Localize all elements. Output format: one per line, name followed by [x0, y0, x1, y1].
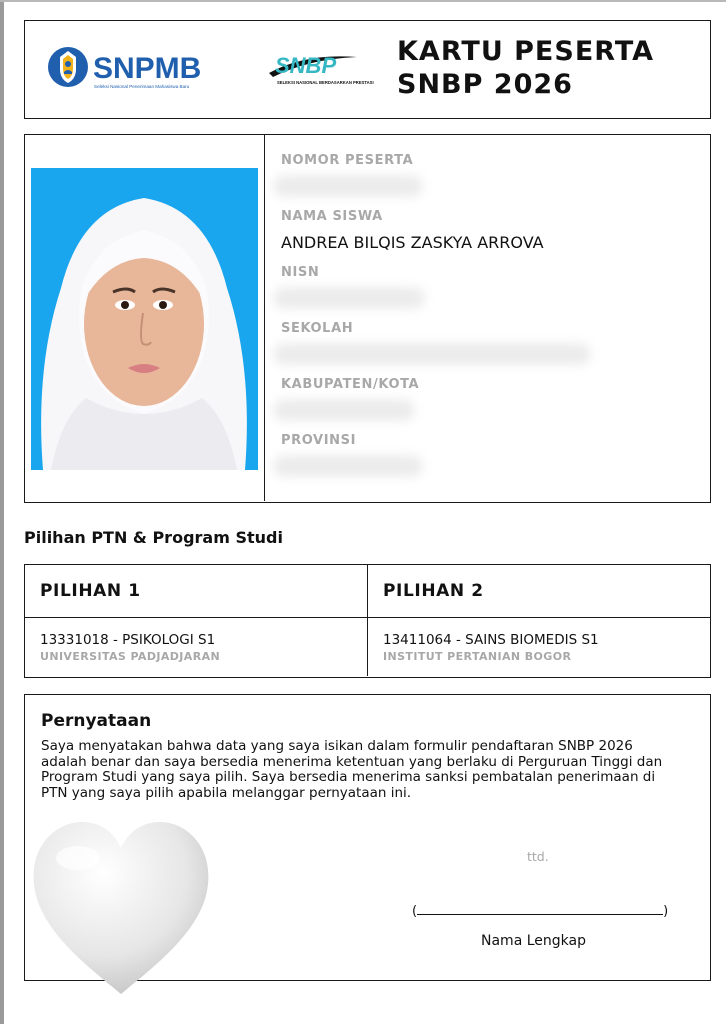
signature-name-label: Nama Lengkap [481, 933, 586, 949]
redacted-nisn [273, 287, 425, 309]
snbp-logo-text: SNBP [275, 53, 337, 78]
redacted-provinsi [273, 455, 423, 477]
signature-ttd-label: ttd. [527, 849, 549, 864]
snpmb-logo-text: SNPMB [93, 52, 202, 85]
choice-column-1 [25, 565, 368, 676]
choice-university-1: UNIVERSITAS PADJADJARAN [40, 650, 221, 663]
page-top-edge [0, 0, 726, 2]
page-edge-rail [0, 0, 4, 1024]
field-value-sekolah [281, 339, 701, 377]
snpmb-logo-subtitle: Seleksi Nasional Penerimaan Mahasiswa Baru [94, 84, 190, 89]
redacted-sekolah [273, 343, 591, 365]
photo-cell [25, 135, 265, 501]
signature-line [412, 903, 668, 919]
card-title: KARTU PESERTA SNBP 2026 [397, 36, 655, 100]
field-value-nomor-peserta [281, 171, 701, 209]
field-value-kabupaten-kota [281, 395, 701, 433]
choices-table [24, 564, 711, 678]
participant-photo [31, 168, 258, 470]
choice-header-2: PILIHAN 2 [368, 565, 711, 618]
field-value-nama-siswa: ANDREA BILQIS ZASKYA ARROVA [281, 233, 544, 252]
field-label-nisn: NISN [281, 265, 320, 280]
identity-fields [281, 153, 701, 489]
identity-panel [24, 134, 711, 503]
field-label-provinsi: PROVINSI [281, 433, 357, 448]
snpmb-logo [47, 45, 227, 91]
signature-close-paren: ) [663, 904, 669, 919]
statement-title: Pernyataan [41, 711, 152, 731]
choice-program-2: 13411064 - SAINS BIOMEDIS S1 [383, 632, 599, 648]
signature-blank [417, 903, 663, 915]
field-label-nama-siswa: NAMA SISWA [281, 209, 383, 224]
redacted-nomor-peserta [273, 175, 423, 197]
choice-program-1: 13331018 - PSIKOLOGI S1 [40, 632, 216, 648]
choice-university-2: INSTITUT PERTANIAN BOGOR [383, 650, 572, 663]
field-label-sekolah: SEKOLAH [281, 321, 354, 336]
statement-text: Saya menyatakan bahwa data yang saya isikan dalam formulir pendaftaran SNBP 2026 adalah benar dan saya bersedia menerima ketentuan yang berlaku di Perguruan Tinggi dan Program Studi yang saya pilih. Saya bersedia menerima sanksi pembatalan penerimaan di PTN yang saya pilih apabila melanggar pernyataan ini. [41, 738, 663, 801]
field-label-kabupaten-kota: KABUPATEN/KOTA [281, 377, 420, 392]
field-label-nomor-peserta: NOMOR PESERTA [281, 153, 414, 168]
field-value-provinsi [281, 451, 701, 489]
tut-wuri-handayani-emblem-icon [48, 47, 88, 87]
choices-heading: Pilihan PTN & Program Studi [24, 528, 283, 547]
choice-column-2 [368, 565, 711, 676]
choice-header-1: PILIHAN 1 [25, 565, 367, 618]
snbp-logo-subtitle: SELEKSI NASIONAL BERDASARKAN PRESTASI [277, 80, 374, 85]
field-value-nisn [281, 283, 701, 321]
card-header [24, 20, 711, 119]
heart-sticker-icon [30, 818, 212, 1000]
redacted-kabupaten-kota [273, 399, 415, 421]
snbp-logo [265, 47, 374, 89]
signature-open-paren: ( [412, 904, 418, 919]
